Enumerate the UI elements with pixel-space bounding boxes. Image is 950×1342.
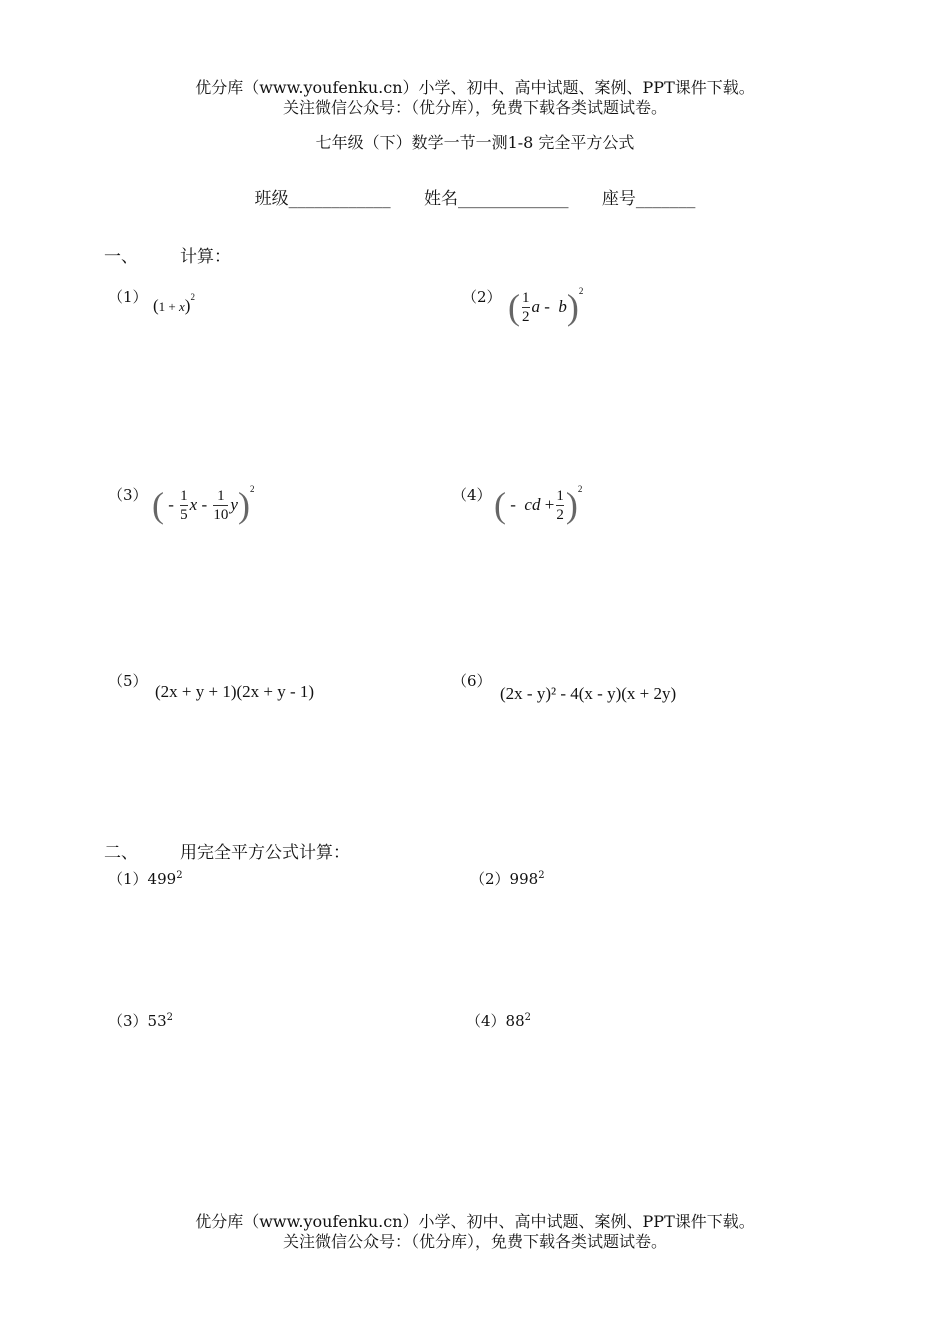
problem-3-label: （3） [108, 486, 148, 504]
problem-3-expression: ( - $\frac{1}{5}$ x - $\frac{1}{10}$ y ) 2 [152, 484, 255, 525]
section-2-number: 二、 [104, 843, 138, 863]
problem-5-expression: (2x + y + 1)(2x + y - 1) [155, 682, 315, 701]
section-2-heading [104, 838, 350, 863]
section-2-title: 用完全平方公式计算： [180, 843, 350, 863]
problem-1-expression: $(1 + x)^2$ [153, 292, 195, 315]
worksheet-title: 七年级（下）数学一节一测1-8 完全平方公式 [315, 133, 635, 152]
problem-4-label: （4） [452, 486, 492, 504]
section-1-number: 一、 [104, 247, 138, 267]
problem-2-label: （2） [462, 288, 502, 306]
seat-field: 座号_______ [601, 189, 696, 209]
student-info-fields [0, 184, 950, 209]
s2-problem-1: $(1)499^2$ [108, 870, 183, 888]
s2-problem-4: $(4)88^2$ [466, 1012, 532, 1030]
problem-2-expression: ( $\frac{1}{2}$ a - b ) 2 [508, 286, 584, 327]
s2-problem-3: $(3)53^2$ [108, 1012, 174, 1030]
section-1-heading [104, 242, 231, 267]
footer-line-1: 优分库（www.youfenku.cn）小学、初中、高中试题、案例、PPT课件下载。 [195, 1212, 755, 1231]
s2-problem-2: $(2)998^2$ [470, 870, 545, 888]
header-line-1: 优分库（www.youfenku.cn）小学、初中、高中试题、案例、PPT课件下载。 [195, 78, 755, 97]
problem-1-label: （1） [108, 288, 148, 306]
name-field: 姓名_____________ [424, 189, 569, 209]
section-1-title: 计算： [180, 247, 231, 267]
problem-6-expression: (2x - y)² - 4(x - y)(x + 2y) [500, 684, 677, 703]
class-field: 班级____________ [254, 189, 391, 209]
header-line-2: 关注微信公众号：（优分库），免费下载各类试题试卷。 [282, 98, 667, 117]
problem-6-label: （6） [452, 672, 492, 690]
problem-4-expression: ( - cd + $\frac{1}{2}$ ) 2 [494, 484, 583, 525]
footer-line-2: 关注微信公众号：（优分库），免费下载各类试题试卷。 [282, 1232, 667, 1251]
problem-5-label: （5） [108, 672, 148, 690]
